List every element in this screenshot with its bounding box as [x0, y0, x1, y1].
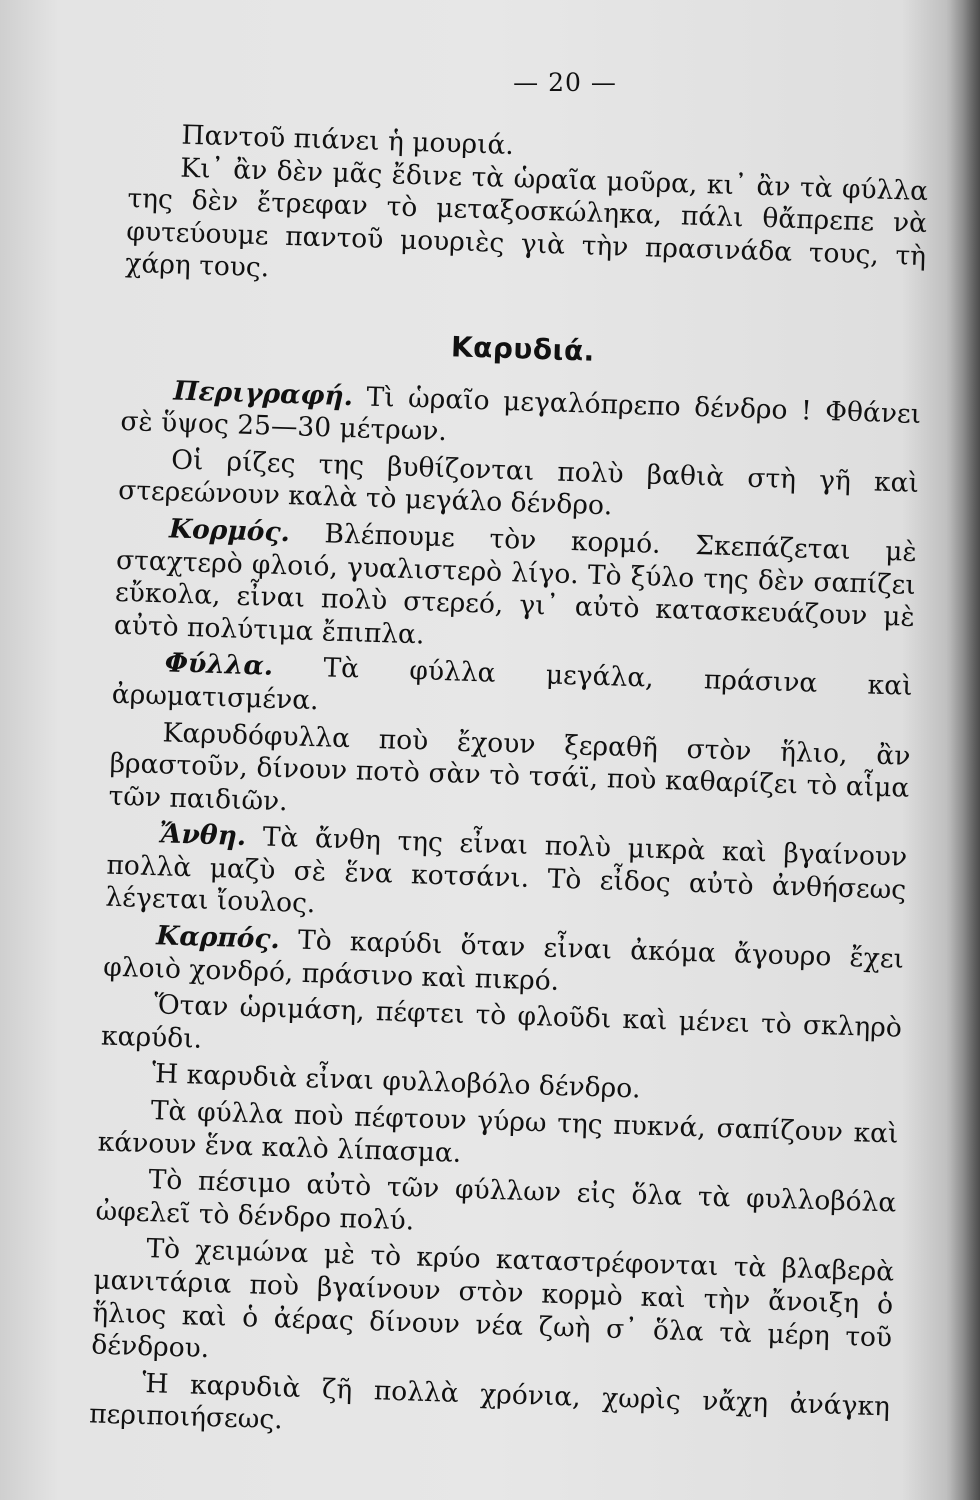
- section-text: Τὸ χειμώνα μὲ τὸ κρύο καταστρέφονται τὰ βλαβερὰ μανιτάρια ποὺ βγαίνουν στὸν κορμὸ καὶ τὴν ἄνοιξη ὁ ἥλιος καὶ ὁ ἀέρας δίνουν νέα ζωὴ σ᾽ ὅλα τὰ μέρη τοῦ δένδρου.: [90, 1233, 895, 1365]
- section-lead-term: Κορμός.: [168, 513, 291, 549]
- section-lead-term: Φύλλα.: [164, 647, 274, 683]
- paragraph: Παντοῦ πιάνει ἡ μουριά.: [181, 119, 515, 162]
- section-text: Τὶ ὡραῖο μεγαλόπρεπο δένδρο ! Φθάνει σὲ ὕψος 25—30 μέτρων.: [119, 381, 922, 448]
- section-paragraph: [91, 1232, 895, 1387]
- section-lead-term: Καρπός.: [155, 920, 281, 956]
- page-number: — 20 —: [513, 68, 617, 97]
- section-text: Οἱ ρίζες της βυθίζονται πολὺ βαθιὰ στὴ γῆ καὶ στερεώνουν καλὰ τὸ μεγάλο δένδρο.: [117, 444, 920, 522]
- section-text: Τὰ φύλλα μεγάλα, πράσινα καὶ ἀρωματισμένα.: [111, 652, 914, 717]
- section-heading: Καρυδιά.: [450, 330, 596, 368]
- section-text: Τὰ φύλλα ποὺ πέφτουν γύρω της πυκνά, σαπίζουν καὶ κάνουν ἕνα καλὸ λίπασμα.: [97, 1095, 899, 1169]
- section-paragraph: [105, 817, 908, 940]
- section-text: Ἡ καρυδιὰ εἶναι φυλλοβόλο δένδρο.: [151, 1058, 642, 1105]
- page-spine-shadow: [946, 0, 980, 1500]
- section-text: Ἡ καρυδιὰ ζῆ πολλὰ χρόνια, χωρὶς νἄχη ἀνάγκη περιποιήσεως.: [88, 1367, 891, 1436]
- section-text: Τὸ πέσιμο αὐτὸ τῶν φύλλων εἰς ὅλα τὰ φυλλοβόλα ὠφελεῖ τὸ δένδρο πολύ.: [95, 1164, 897, 1237]
- section-paragraph: [114, 512, 918, 667]
- section-text: Τὰ ἄνθη της εἶναι πολὺ μικρὰ καὶ βγαίνουν πολλὰ μαζὺ σὲ ἕνα κοτσάνι. Τὸ εἶδος αὐτὸ ἀνθήσεως λέγεται ἴουλος.: [105, 821, 908, 920]
- section-text: Ὅταν ὡριμάση, πέφτει τὸ φλοῦδι καὶ μένει τὸ σκληρὸ καρύδι.: [100, 989, 903, 1055]
- page-text: [89, 118, 930, 1456]
- section-lead-term: Ἄνθη.: [159, 818, 247, 853]
- section-text: Καρυδόφυλλα ποὺ ἔχουν ξεραθῆ στὸν ἥλιο, ἂν βραστοῦν, δίνουν ποτὸ σὰν τὸ τσάϊ, ποὺ καθαρίζει τὸ αἷμα τῶν παιδιῶν.: [108, 716, 911, 817]
- section-lead-term: Περιγραφή.: [172, 375, 354, 412]
- section-text: Βλέπουμε τὸν κορμό. Σκεπάζεται μὲ σταχτερὸ φλοιό, γυαλιστερὸ λίγο. Τὸ ξύλο της δὲν σαπίζει εὔκολα, εἶναι πολὺ στερεό, γι᾽ αὐτὸ κατασκευάζουν μὲ αὐτὸ πολύτιμα ἔπιπλα.: [113, 518, 918, 651]
- section-text: Τὸ καρύδι ὅταν εἶναι ἀκόμα ἄγουρο ἔχει φλοιὸ χονδρό, πράσινο καὶ πικρό.: [102, 924, 905, 997]
- section-list: [89, 373, 922, 1456]
- paragraph: Κι᾽ ἂν δὲν μᾶς ἔδινε τὰ ὡραῖα μοῦρα, κι᾽ ἂν τὰ φύλλα της δὲν ἔτρεφαν τὸ μεταξοσκώληκα, πάλι θἄπρεπε νὰ φυτεύουμε παντοῦ μουριὲς γιὰ τὴν πρασινάδα τους, τὴ χάρη τους.: [124, 152, 929, 284]
